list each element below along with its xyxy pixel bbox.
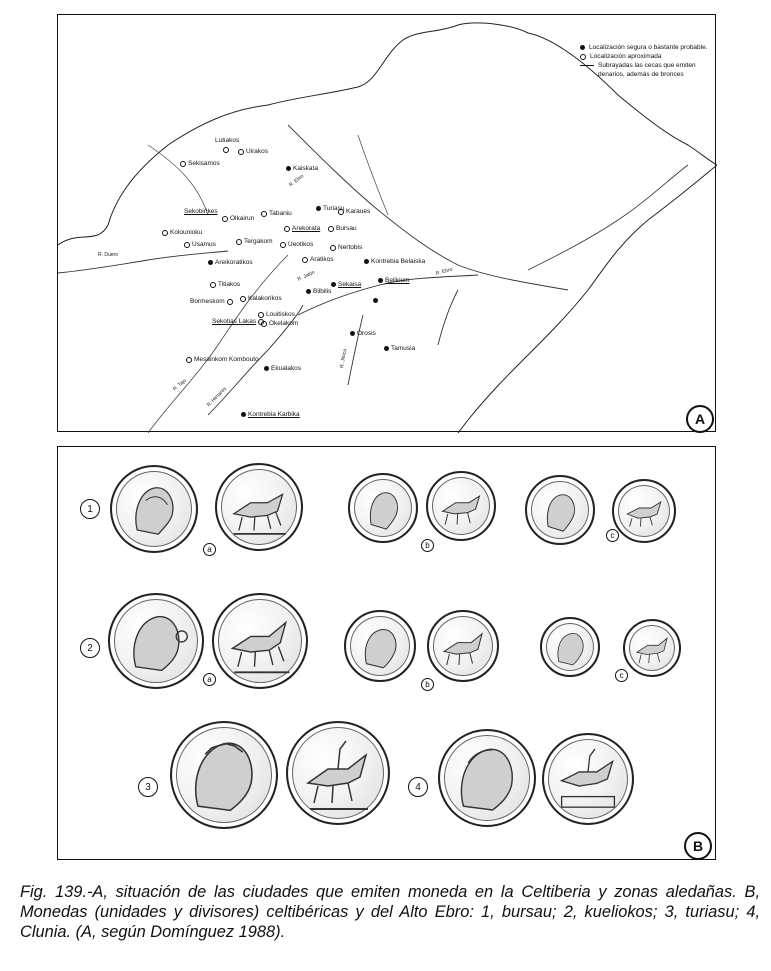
label-1b: b	[421, 539, 434, 552]
label-1a: a	[203, 543, 216, 556]
label-2c: c	[615, 669, 628, 682]
river-label-ebro: R. Ebro	[288, 173, 306, 189]
city-lutiakos: Lutiakos	[215, 137, 240, 144]
city-kontrebia-belaiska: Kontrebia Belaiska	[364, 258, 425, 265]
label-2b: b	[421, 678, 434, 691]
city-olkairun: Olkairun	[222, 215, 254, 222]
city-arekorata: Arekorata	[284, 225, 320, 232]
city-aratikos: Aratikos	[302, 256, 333, 263]
row-number-1: 1	[80, 499, 100, 519]
panel-b-label: B	[684, 832, 712, 860]
row-number-4: 4	[408, 777, 428, 797]
map-legend	[580, 43, 710, 79]
city-marker	[223, 147, 229, 153]
city-areikoratikos: Areikoratikos	[208, 259, 253, 266]
city-ekualakos: Ekualakos	[264, 365, 301, 372]
city-turiasu: Turiasu	[316, 205, 344, 212]
city-bilbilis: Bilbilis	[306, 288, 331, 295]
river-label-jalon: R. Jalón	[296, 269, 316, 283]
city-louitiskos: Louitiskos	[258, 311, 295, 318]
river-label-jiloca: R. Jiloca	[339, 348, 349, 369]
city-bormeskom: Bormeskom	[190, 298, 233, 305]
city-kaiskata: Kaiskata	[286, 165, 318, 172]
coin-3-reverse	[286, 721, 390, 825]
coin-2b-obverse	[344, 610, 416, 682]
river-label-henares: R. Henares	[205, 385, 229, 409]
filled-dot-icon	[580, 45, 585, 50]
row-number-3: 3	[138, 777, 158, 797]
city-kolounioku: Kolounioku	[162, 229, 202, 236]
city-karaues: Karaues	[338, 208, 370, 215]
city-usamus: Usamus	[184, 241, 216, 248]
city-tergakom: Tergakom	[236, 238, 273, 245]
coin-1a-obverse	[110, 465, 198, 553]
open-circle-icon	[580, 54, 586, 60]
label-1c: c	[606, 529, 619, 542]
coins-panel	[57, 446, 716, 860]
legend-item-approx: Localización aproximada	[580, 52, 710, 61]
city-mesainkom-kombouto: Mesainkom Kombouto	[186, 356, 259, 363]
river-duero-line	[58, 251, 228, 273]
figure-caption: Fig. 139.-A, situación de las ciudades que emiten moneda en la Celtiberia y zonas aledañas. B, Monedas (unidades y divisores) celtibéricas y del Alto Ebro: 1, bursau; 2, kueliokos; 3, turiasu; 4, Clunia. (A, según Domínguez 1988).	[20, 883, 760, 941]
city-kelse	[373, 298, 378, 303]
city-tabaniu: Tabaniu	[261, 210, 292, 217]
river-label-tajo: R. Tajo	[172, 377, 188, 393]
coin-2a-obverse	[108, 593, 204, 689]
city-kontrebia-karbika: Kontrebia Karbika	[241, 411, 300, 418]
panel-a-label: A	[686, 405, 714, 433]
city-sekisamos: Sekisamos	[180, 160, 220, 167]
city-ueotikos: Ueotikos	[280, 241, 313, 248]
river-label-duero: R. Duero	[98, 252, 119, 258]
coin-1b-obverse	[348, 473, 418, 543]
coin-2c-reverse	[623, 619, 681, 677]
label-2a: a	[203, 673, 216, 686]
underline-icon	[580, 65, 594, 66]
city-kalakorikos: Kalakorikos	[240, 295, 282, 302]
coin-4-obverse	[438, 729, 536, 827]
city-sekobirikes: Sekobirikes	[184, 208, 218, 215]
coin-2a-reverse	[212, 593, 308, 689]
map-panel	[57, 14, 716, 432]
coin-1c-reverse	[612, 479, 676, 543]
city-okelakom: Okelakom	[261, 320, 298, 327]
city-belikiom: Belikiom	[378, 277, 410, 284]
coin-2b-reverse	[427, 610, 499, 682]
city-tamusia: Tamusia	[384, 345, 415, 352]
coin-1a-reverse	[215, 463, 303, 551]
city-orosis: Orosis	[350, 330, 376, 337]
city-titiakos: Titiakos	[210, 281, 240, 288]
row-number-2: 2	[80, 638, 100, 658]
coin-1c-obverse	[525, 475, 595, 545]
coin-2c-obverse	[540, 617, 600, 677]
city-bursau: Bursau	[328, 225, 357, 232]
coin-4-reverse	[542, 733, 634, 825]
city-sekotias-lakas: Sekotias Lakas	[212, 318, 264, 325]
legend-item-secure: Localización segura o bastante probable.	[580, 43, 710, 52]
coin-3-obverse	[170, 721, 278, 829]
city-nertobis: Nertobis	[330, 244, 362, 251]
coin-1b-reverse	[426, 471, 496, 541]
river-label-ebro-east: R. Ebro	[435, 266, 454, 277]
city-sekaisa: Sekaisa	[331, 281, 361, 288]
city-uirakos: Uirakos	[238, 148, 268, 155]
legend-item-denarios: Subrayadas las cecas que emiten denarios, además de bronces	[580, 61, 710, 79]
